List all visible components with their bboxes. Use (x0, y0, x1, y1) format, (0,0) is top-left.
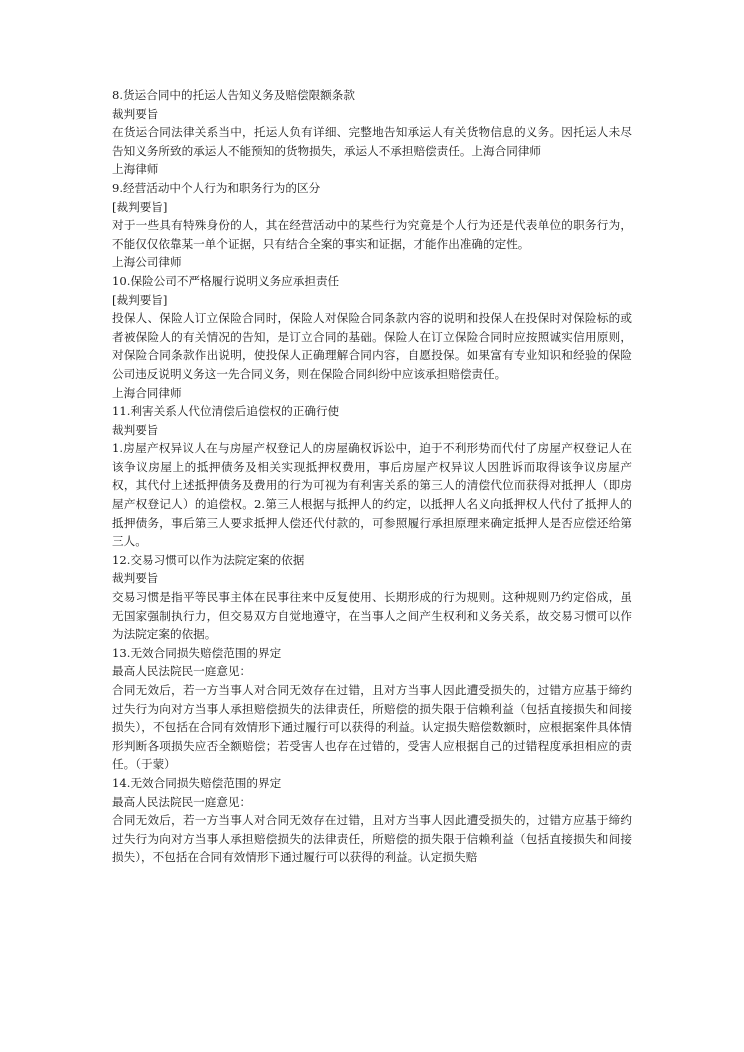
paragraph: 交易习惯是指平等民事主体在民事往来中反复使用、长期形成的行为规则。这种规则乃约定俗成，虽无国家强制执行力，但交易双方自觉地遵守，在当事人之间产生权利和义务关系，故交易习惯可以作为法院定案的依据。 (112, 590, 632, 642)
paragraph: 投保人、保险人订立保险合同时，保险人对保险合同条款内容的说明和投保人在投保时对保险标的或者被保险人的有关情况的告知，是订立合同的基础。保险人在订立保险合同时应按照诚实信用原则，对保险合同条款作出说明，使投保人正确理解合同内容，自愿投保。如果富有专业知识和经验的保险公司违反说明义务这一先合同义务，则在保险合同纠纷中应该承担赔偿责任。 (112, 311, 632, 381)
paragraph: 1.房屋产权异议人在与房屋产权登记人的房屋确权诉讼中，迫于不利形势而代付了房屋产权登记人在该争议房屋上的抵押债务及相关实现抵押权费用，事后房屋产权异议人因胜诉而取得该争议房屋产权，其代付上述抵押债务及费用的行为可视为有利害关系的第三人的清偿代位而获得对抵押人（即房屋产权登记人）的追偿权。2.第三人根据与抵押人的约定，以抵押人名义向抵押权人代付了抵押人的抵押债务，事后第三人要求抵押人偿还代付款的，可参照履行承担原理来确定抵押人是否应偿还给第三人。 (112, 441, 632, 549)
paragraph: 在货运合同法律关系当中，托运人负有详细、完整地告知承运人有关货物信息的义务。因托运人未尽告知义务所致的承运人不能预知的货物损失，承运人不承担赔偿责任。上海合同律师 (112, 125, 632, 158)
section-heading: 9.经营活动中个人行为和职务行为的区分 (112, 180, 321, 195)
section-heading: 10.保险公司不严格履行说明义务应承担责任 (112, 273, 340, 288)
attribution: 上海合同律师 (112, 385, 182, 400)
paragraph: 合同无效后，若一方当事人对合同无效存在过错，且对方当事人因此遭受损失的，过错方应基于缔约过失行为向对方当事人承担赔偿损失的法律责任，所赔偿的损失限于信赖利益（包括直接损失和间接损失），不包括在合同有效情形下通过履行可以获得的利益。认定损失赔 (112, 813, 632, 865)
subheading: 裁判要旨 (112, 422, 159, 437)
section-heading: 11.利害关系人代位清偿后追偿权的正确行使 (112, 404, 340, 419)
subheading: [裁判要旨] (112, 292, 168, 307)
paragraph: 对于一些具有特殊身份的人，其在经营活动中的某些行为究竟是个人行为还是代表单位的职务行为，不能仅仅依靠某一单个证据，只有结合全案的事实和证据，才能作出准确的定性。 (112, 218, 632, 251)
attribution: 上海律师 (112, 162, 159, 177)
subheading: 最高人民法院民一庭意见： (112, 664, 252, 679)
section-heading: 12.交易习惯可以作为法院定案的依据 (112, 552, 305, 567)
subheading: [裁判要旨] (112, 199, 168, 214)
subheading: 最高人民法院民一庭意见： (112, 794, 252, 809)
paragraph: 合同无效后，若一方当事人对合同无效存在过错，且对方当事人因此遭受损失的，过错方应基于缔约过失行为向对方当事人承担赔偿损失的法律责任，所赔偿的损失限于信赖利益（包括直接损失和间接损失），不包括在合同有效情形下通过履行可以获得的利益。认定损失赔偿数额时，应根据案件具体情形判断各项损失应否全额赔偿；若受害人也存在过错的，受害人应根据自己的过错程度承担相应的责任。（于蒙） (112, 683, 632, 772)
section-heading: 13.无效合同损失赔偿范围的界定 (112, 645, 282, 660)
section-heading: 14.无效合同损失赔偿范围的界定 (112, 775, 282, 790)
section-heading: 8.货运合同中的托运人告知义务及赔偿限额条款 (112, 88, 355, 102)
subheading: 裁判要旨 (112, 571, 159, 586)
subheading: 裁判要旨 (112, 106, 159, 121)
attribution: 上海公司律师 (112, 255, 182, 270)
document-body (112, 86, 632, 867)
